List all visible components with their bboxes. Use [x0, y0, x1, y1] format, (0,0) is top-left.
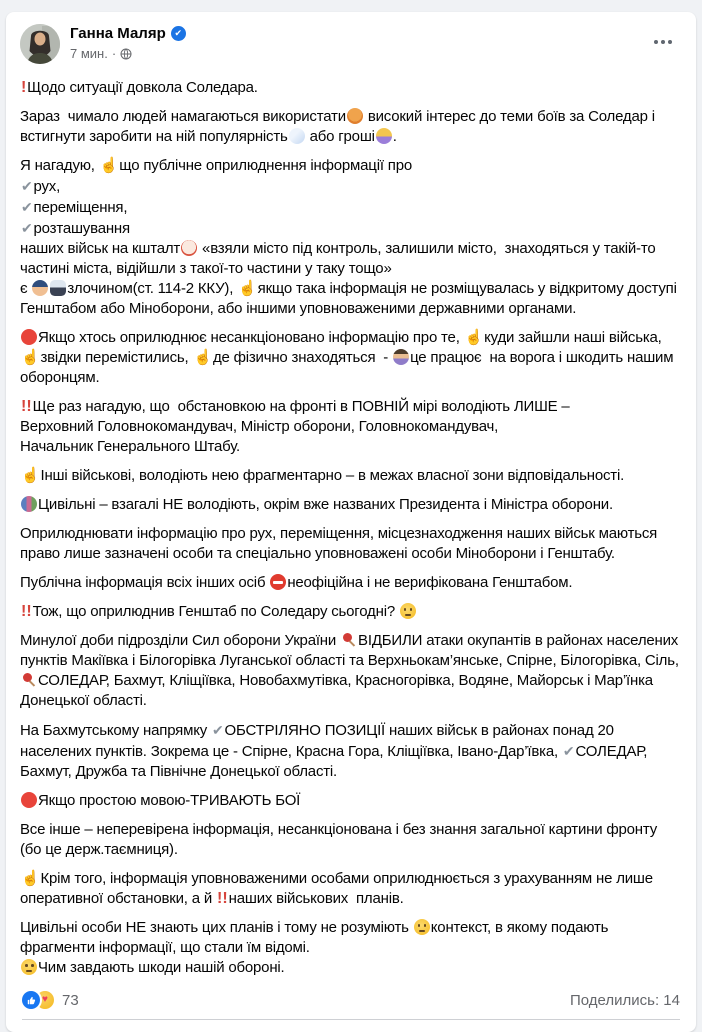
post-paragraph: Я нагадую, ☝ що публічне оприлюднення інформації про ✔ рух, ✔ переміщення, ✔ розташування наших військ на кшталт «взяли місто під контроль, залишили місто, знаходяться у такій-то частині міста, відійшли з такої-то частини у таку тощо» є злочином(ст. 114-2 ККУ), ☝ якщо така інформація не розміщувалась у відкритому доступі Генштабом або Міноборони, або іншими уповноваженими державними органами. — [20, 156, 682, 319]
person-frowning-emoji — [393, 349, 409, 365]
double-exclamation-emoji — [21, 602, 32, 622]
double-exclamation-emoji — [21, 397, 32, 417]
avatar-image — [20, 24, 60, 64]
pointing-up-emoji — [21, 869, 39, 889]
person-shrugging-emoji — [376, 128, 392, 144]
pointing-up-emoji — [21, 466, 39, 486]
pushpin-emoji — [341, 632, 357, 648]
avatar[interactable] — [20, 24, 60, 64]
post-paragraph: ! Щодо ситуації довкола Соледара. — [20, 78, 682, 98]
pointing-up-emoji — [100, 156, 118, 176]
police-officer-emoji — [32, 280, 48, 296]
post-paragraph: ☝ Інші військові, володіють нею фрагментарно – в межах власної зони відповідальності. — [20, 466, 682, 486]
red-circle-emoji — [21, 329, 37, 345]
verified-badge-icon: ✔ — [171, 26, 186, 41]
post-header — [20, 24, 682, 64]
no-entry-emoji — [270, 574, 286, 590]
red-circle-emoji — [21, 792, 37, 808]
post-paragraph: На Бахмутському напрямку ✔ ОБСТРІЛЯНО ПОЗИЦІЇ наших військ в районах понад 20 населених пунктів. Зокрема це - Спірне, Красна Гора, Кліщіївка, Івано-Дар’ївка, ✔ СОЛЕДАР, Бахмут, Дружба та Північне Донецької області. — [20, 720, 682, 782]
check-mark-emoji — [563, 741, 575, 762]
post-paragraph: ☝ Крім того, інформація уповноваженими особами оприлюднюється з урахуванням не лише оперативної обстановки, а й !! наших військових планів. — [20, 869, 682, 909]
post-paragraph: Цивільні – взагалі НЕ володіють, окрім вже названих Президента і Міністра оборони. — [20, 495, 682, 515]
pushpin-emoji — [21, 672, 37, 688]
unicorn-emoji — [289, 128, 305, 144]
post-paragraph: !! Ще раз нагадую, що обстановкою на фронті в ПОВНІЙ мірі володіють ЛИШЕ – Верховний Головнокомандувач, Міністр оборони, Головнокомандувач, Начальник Генерального Штабу. — [20, 397, 682, 457]
post-paragraph: Якщо простою мовою-ТРИВАЮТЬ БОЇ — [20, 791, 682, 811]
check-mark-emoji — [21, 218, 33, 239]
post-paragraph: Все інше – неперевірена інформація, несанкціонована і без знання загальної картини фронту (бо це держ.таємниця). — [20, 821, 661, 858]
post-footer — [20, 987, 682, 1019]
globe-icon — [120, 48, 132, 60]
post-text — [20, 78, 682, 978]
crying-face-emoji — [21, 959, 37, 975]
divider — [22, 1019, 680, 1020]
police-car-emoji — [50, 280, 66, 296]
care-reaction-icon: ♥ — [36, 991, 54, 1009]
monocle-face-emoji — [400, 603, 416, 619]
header-meta — [70, 24, 186, 61]
post-paragraph: Зараз чимало людей намагаються використати високий інтерес до теми боїв за Соледар і встигнути заробити на ній популярність або гроші . — [20, 108, 659, 145]
double-exclamation-emoji — [217, 889, 228, 909]
post-paragraph: Цивільні особи НЕ знають цих планів і тому не розуміють контекст, в якому подають фрагменти інформації, що стали їм відомі. Чим завдають шкоди нашій обороні. — [20, 919, 613, 976]
pointing-up-emoji — [193, 348, 211, 368]
author-name[interactable]: Ганна Маляр — [70, 25, 166, 42]
post-options-button[interactable] — [646, 32, 680, 52]
pointing-up-emoji — [465, 328, 483, 348]
pointing-up-emoji — [21, 348, 39, 368]
post-timestamp[interactable]: 7 мин. — [70, 46, 108, 61]
exclamation-emoji — [21, 78, 26, 98]
post-paragraph: Оприлюднювати інформацію про рух, переміщення, місцезнаходження наших військ маються право лише зазначені особи та спеціально уповноважені особи Міноборони і Генштабу. — [20, 525, 662, 562]
post-paragraph: Минулої доби підрозділи Сил оборони України ВІДБИЛИ атаки окупантів в районах населених пунктів Макіївка і Білогорівка Луганської області та Верхньокам’янське, Спірне, Білогорівка, Сіль, СОЛЕДАР, Бахмут, Кліщіївка, Новобахмутівка, Красногорівка, Водяне, Майорськ і Мар’їнка Донецької області. — [20, 632, 683, 709]
pointing-up-emoji — [238, 279, 256, 299]
reaction-count: 73 — [62, 991, 79, 1009]
reactions-summary[interactable] — [22, 991, 79, 1009]
check-mark-emoji — [212, 720, 224, 741]
post-paragraph: Якщо хтось оприлюднює несанкціоновано інформацію про те, ☝ куди зайшли наші війська, ☝ звідки перемістились, ☝ де фізично знаходяться - це працює на ворога і шкодить нашим оборонцям. — [20, 328, 682, 388]
family-emoji — [21, 496, 37, 512]
facebook-post-card — [6, 12, 696, 1032]
share-count[interactable]: Поделились: 14 — [570, 991, 680, 1009]
post-paragraph: !! Тож, що оприлюднив Генштаб по Соледару сьогодні? — [20, 602, 682, 622]
fox-emoji — [347, 108, 363, 124]
like-reaction-icon — [22, 991, 40, 1009]
check-mark-emoji — [21, 176, 33, 197]
unamused-face-emoji — [414, 919, 430, 935]
dot-separator: · — [111, 46, 117, 61]
check-mark-emoji — [21, 197, 33, 218]
clown-face-emoji — [181, 240, 197, 256]
post-paragraph: Публічна інформація всіх інших осіб неофіційна і не верифікована Генштабом. — [20, 574, 573, 591]
